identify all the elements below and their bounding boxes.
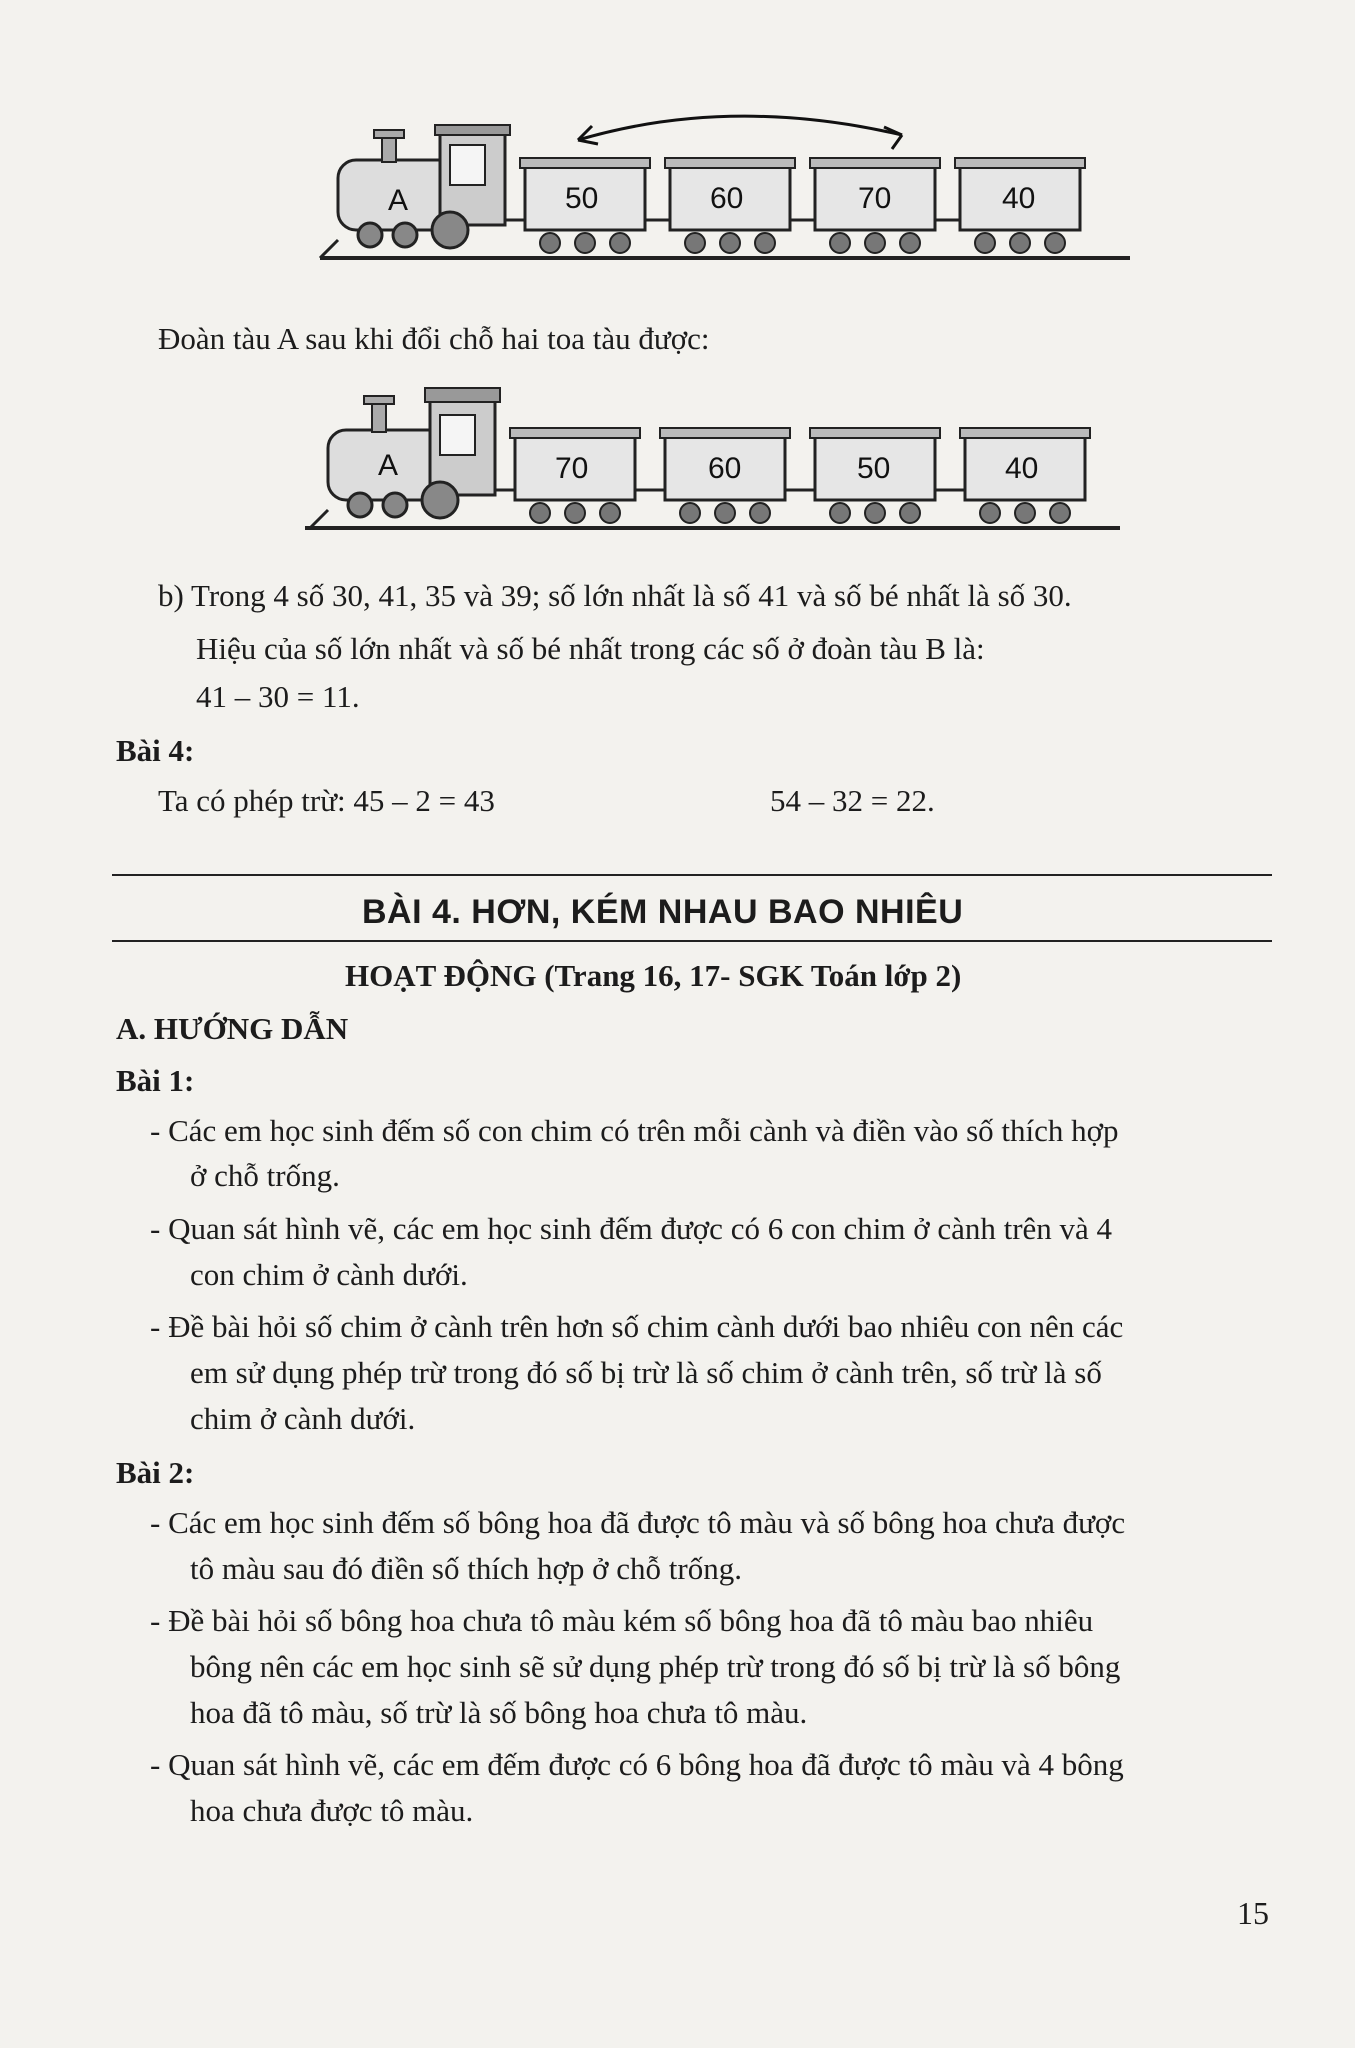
page-number: 15	[1237, 1895, 1269, 1931]
activity-heading: HOẠT ĐỘNG (Trang 16, 17- SGK Toán lớp 2)	[345, 958, 962, 993]
bai2-item-3-line-1: - Quan sát hình vẽ, các em đếm được có 6 bông hoa đã được tô màu và 4 bông	[150, 1747, 1124, 1782]
car-number: 40	[1005, 452, 1039, 485]
swap-caption: Đoàn tàu A sau khi đổi chỗ hai toa tàu được:	[158, 321, 710, 356]
car-number: 50	[565, 182, 599, 215]
bai2-item-1-line-2: tô màu sau đó điền số thích hợp ở chỗ trống.	[190, 1551, 742, 1586]
bai2-item-3-line-2: hoa chưa được tô màu.	[190, 1793, 474, 1828]
car-number: 70	[858, 182, 892, 215]
bai1-item-3-line-2: em sử dụng phép trừ trong đó số bị trừ là số chim ở cành trên, số trừ là số	[190, 1355, 1102, 1390]
locomotive-icon	[320, 125, 525, 258]
swap-arrow-icon	[578, 116, 902, 140]
bai2-item-2-line-3: hoa đã tô màu, số trừ là số bông hoa chưa tô màu.	[190, 1695, 808, 1730]
locomotive-label: A	[388, 184, 409, 217]
bai1-item-2-line-1: - Quan sát hình vẽ, các em học sinh đếm được có 6 con chim ở cành trên và 4	[150, 1211, 1113, 1246]
bai2-item-2-line-1: - Đề bài hỏi số bông hoa chưa tô màu kém số bông hoa đã tô màu bao nhiêu	[150, 1603, 1094, 1638]
bai4-heading: Bài 4:	[116, 733, 195, 768]
bai1-item-1-line-2: ở chỗ trống.	[190, 1158, 340, 1193]
bai1-item-1-line-1: - Các em học sinh đếm số con chim có trên mỗi cành và điền vào số thích hợp	[150, 1113, 1119, 1148]
car-number: 50	[857, 452, 891, 485]
part-b-line-1: b) Trong 4 số 30, 41, 35 và 39; số lớn nhất là số 41 và số bé nhất là số 30.	[158, 578, 1072, 613]
car-number: 40	[1002, 182, 1036, 215]
bai1-heading: Bài 1:	[116, 1063, 195, 1098]
locomotive-icon	[310, 388, 515, 528]
locomotive-label: A	[378, 449, 399, 482]
title-rule-bottom	[112, 940, 1272, 942]
title-rule-top	[112, 874, 1272, 876]
car-number: 70	[555, 452, 589, 485]
bai1-item-3-line-3: chim ở cành dưới.	[190, 1401, 416, 1436]
car-number: 60	[710, 182, 744, 215]
bai1-item-2-line-2: con chim ở cành dưới.	[190, 1257, 468, 1292]
car-number: 60	[708, 452, 742, 485]
bai1-item-3-line-1: - Đề bài hỏi số chim ở cành trên hơn số chim cành dưới bao nhiêu con nên các	[150, 1309, 1124, 1344]
bai4-text-left: Ta có phép trừ: 45 – 2 = 43	[158, 783, 495, 818]
bai4-text-right: 54 – 32 = 22.	[770, 783, 935, 818]
train-after-swap	[300, 370, 1130, 540]
lesson-title: BÀI 4. HƠN, KÉM NHAU BAO NHIÊU	[362, 893, 964, 931]
bai2-item-2-line-2: bông nên các em học sinh sẽ sử dụng phép trừ trong đó số bị trừ là số bông	[190, 1649, 1121, 1684]
part-b-line-2: Hiệu của số lớn nhất và số bé nhất trong các số ở đoàn tàu B là:	[196, 631, 985, 666]
bai2-item-1-line-1: - Các em học sinh đếm số bông hoa đã được tô màu và số bông hoa chưa được	[150, 1505, 1126, 1540]
part-b-line-3: 41 – 30 = 11.	[196, 679, 360, 714]
train-before-swap	[310, 100, 1140, 270]
bai2-heading: Bài 2:	[116, 1455, 195, 1490]
section-heading: A. HƯỚNG DẪN	[116, 1011, 349, 1046]
